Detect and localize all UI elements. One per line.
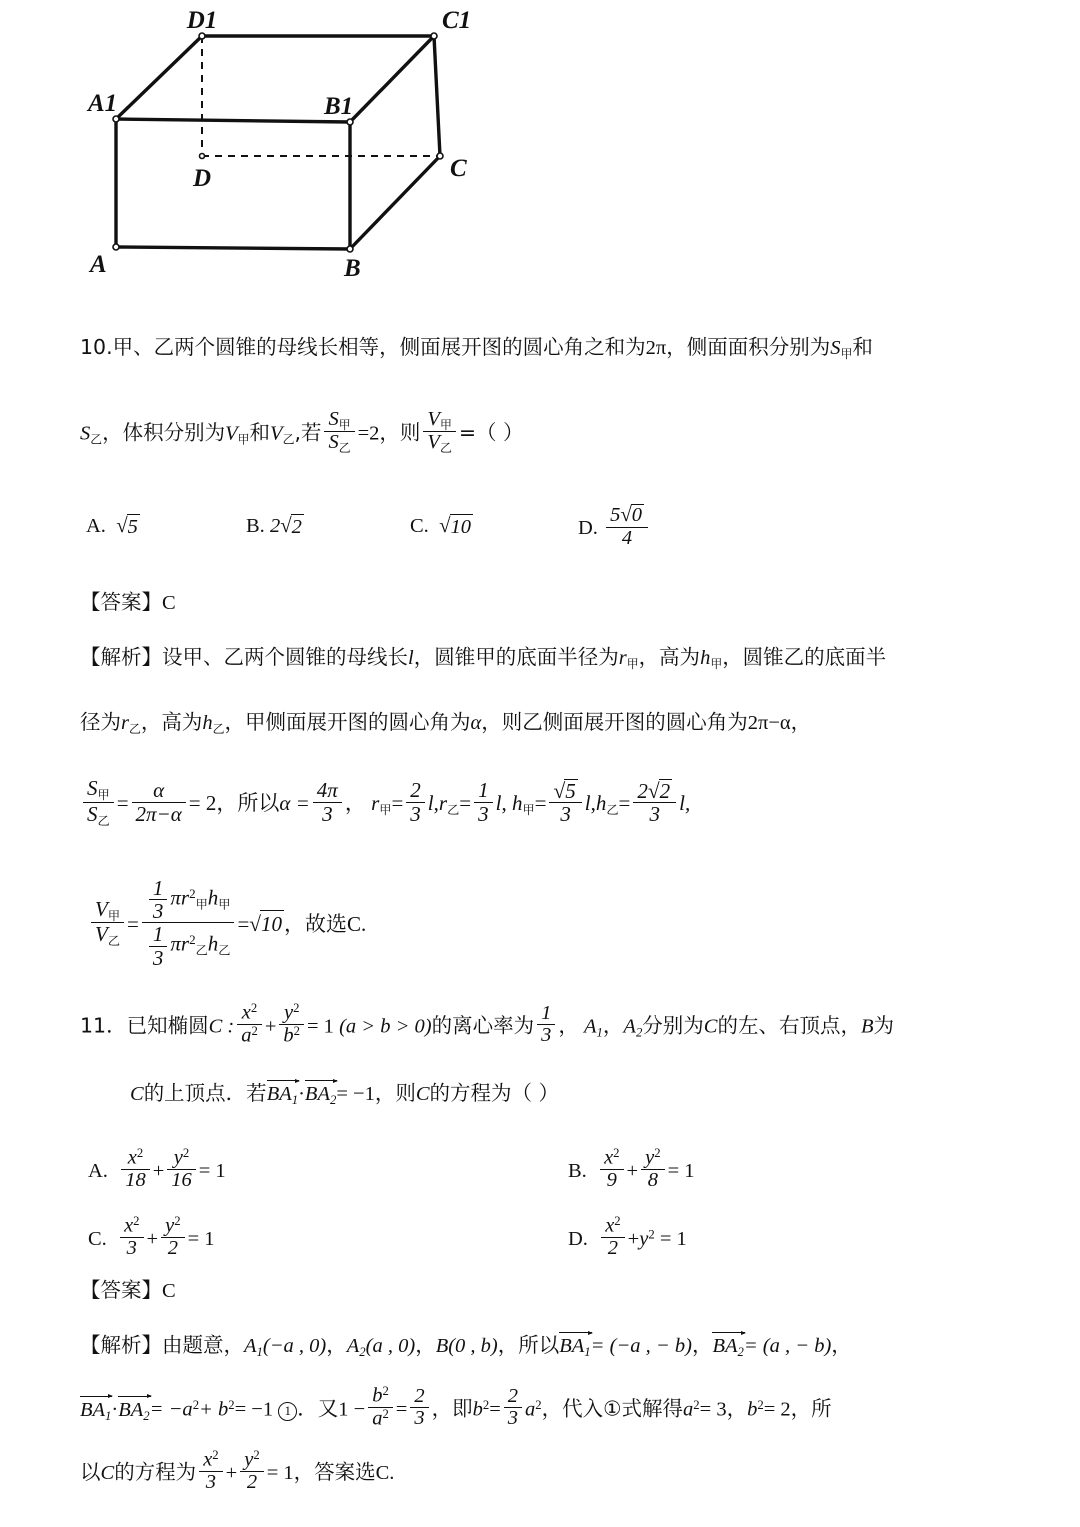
- edge-B-C: [350, 156, 440, 249]
- vertex-label-B1: B1: [324, 93, 354, 120]
- p10-option-C[interactable]: C. √10: [410, 512, 473, 540]
- vertex-label-A1: A1: [88, 90, 118, 117]
- edge-C1-C: [434, 36, 440, 156]
- h-yi-frac: $\frac{2√2}{3}$: [633, 779, 676, 826]
- p11-analysis-line2: BA1· $BA2= -a^2+ b^2= -1$ 1 ．又1 − $\frac{b^2}{a^2}$ = $\frac{2}{3}$ ，即$b^2=$ $\frac{2}{3}$ $a^2$，代入①式解得$a^2= 3$，$b^2= 2$，所: [80, 1383, 832, 1430]
- r-yi-frac: $\frac{1}{3}$: [474, 779, 493, 825]
- p11-analysis-line3: 以C的方程为 $\frac{x^2}{3}$ + $\frac{y^2}{2}$ = 1，答案选C.: [80, 1447, 395, 1494]
- p10-volume-ratio-row: $\frac{V_甲}{V_乙}$ = $\frac{1}{3}$ $\pi r^2_甲h_甲$ $\frac{1}{3}$ $\pi r^2_乙h_乙$ =√10，故选C.: [88, 880, 366, 972]
- analysis-label: 【解析】: [80, 1333, 162, 1357]
- sqrt-10-result: √10: [249, 911, 283, 937]
- optD-x-frac: $\frac{x^2}{2}$: [601, 1215, 624, 1260]
- answer-value: C: [162, 592, 176, 614]
- edge-A1-B1: [116, 119, 350, 122]
- cuboid-svg: [78, 4, 498, 294]
- optB-y-frac: $\frac{y^2}{8}$: [641, 1147, 664, 1192]
- optB-x-frac: $\frac{x^2}{9}$: [600, 1147, 623, 1192]
- vector-BA2: BA2: [118, 1396, 149, 1425]
- problem10-stem-line2: $S_乙$，体积分别为$V_甲$和$V_乙$,若 $\frac{S_甲}{S_乙}$ =2，则 $\frac{V_甲}{V_乙}$ =（ ）: [80, 407, 524, 456]
- circled-one: 1: [278, 1402, 297, 1421]
- p10-formula-row: $\frac{S_甲}{S_乙}$ = $\frac{\alpha}{2\pi-\alpha}$ = 2，所以α = $\frac{4\pi}{3}$ ， $r_甲=$ $\frac{2}{3}$ $l,r_乙=$ $\frac{1}{3}$ l, $h_甲=$ $\frac{√5}{3}$ $l,h_乙=$ $\frac{2√2}{3}$ l,: [80, 780, 690, 831]
- p11-option-A[interactable]: A. $\frac{x^2}{18}$ + $\frac{y^2}{16}$ = 1: [88, 1145, 226, 1192]
- y2-over-b2: $\frac{y^2}{b^2}$: [279, 1002, 304, 1048]
- vertex-label-D1: D1: [186, 7, 218, 34]
- vertex-label-B: B: [344, 255, 361, 282]
- eccentricity-frac: $\frac{1}{3}$: [537, 1003, 555, 1047]
- answer-label: 【答案】: [80, 590, 162, 614]
- problem11-stem-line2: C的上顶点．若 BA1· BA2= −1，则C的方程为（ ）: [130, 1081, 560, 1107]
- ratio-S-fraction: $\frac{S_甲}{S_乙}$: [324, 409, 354, 455]
- p10-number: 10.: [80, 335, 113, 359]
- cuboid-figure: [78, 4, 498, 294]
- x2-over-a2: $\frac{x^2}{a^2}$: [237, 1002, 262, 1048]
- vector-BA1: BA1: [267, 1080, 298, 1109]
- edge-A-B: [116, 247, 350, 249]
- p10-option-A[interactable]: A. √5: [86, 512, 140, 540]
- two-thirds: $\frac{2}{3}$: [410, 1386, 428, 1430]
- vector-BA2: BA2: [712, 1332, 743, 1361]
- option-D-fraction: $\frac{5√0}{4}$: [606, 503, 648, 549]
- p10-analysis-line2: 径为$r_乙$，高为$h_乙$，甲侧面展开图的圆心角为α，则乙侧面展开图的圆心角为2π−α，: [80, 710, 812, 736]
- b2-over-a2: $\frac{b^2}{a^2}$: [368, 1385, 393, 1431]
- sqrt-5: √5: [116, 512, 140, 540]
- final-x-frac: $\frac{x^2}{3}$: [199, 1449, 222, 1494]
- edge-C1-B1: [350, 36, 434, 122]
- p11-option-C[interactable]: C. $\frac{x^2}{3}$ + $\frac{y^2}{2}$ = 1: [88, 1213, 215, 1260]
- alpha-over-2pi-minus-alpha: $\frac{\alpha}{2\pi-\alpha}$: [132, 779, 186, 825]
- optA-x-frac: $\frac{x^2}{18}$: [121, 1147, 150, 1192]
- sqrt-2-coef2: 2√2: [270, 512, 304, 540]
- final-y-frac: $\frac{y^2}{2}$: [240, 1449, 263, 1494]
- answer-value: C: [162, 1280, 176, 1302]
- p10-option-D[interactable]: D. $\frac{5√0}{4}$: [578, 506, 651, 552]
- optA-y-frac: $\frac{y^2}{16}$: [167, 1147, 196, 1192]
- vertex-label-D: D: [193, 165, 212, 192]
- two-thirds-b: $\frac{2}{3}$: [504, 1386, 522, 1430]
- sqrt-10: √10: [439, 512, 473, 540]
- analysis-label: 【解析】: [80, 645, 162, 669]
- ratio-V-fraction: $\frac{V_甲}{V_乙}$: [423, 409, 455, 455]
- problem10-stem-line1: 10.甲、乙两个圆锥的母线长相等，侧面展开图的圆心角之和为2π，侧面面积分别为$S_甲$和: [80, 335, 873, 361]
- p11-analysis-line1: 【解析】由题意，A1(−a , 0)，A2(a , 0)，B(0 , b)，所以 BA1= (−a , − b)， BA2= (a , − b)，: [80, 1333, 852, 1359]
- edge-D1-A1: [116, 36, 202, 119]
- cone-volume-ratio-frac: $\frac{1}{3}$ $\pi r^2_甲h_甲$ $\frac{1}{3}$ $\pi r^2_乙h_乙$: [142, 877, 235, 969]
- vector-BA2: BA2: [305, 1080, 336, 1109]
- vertex-label-A: A: [90, 251, 107, 278]
- p10-option-B[interactable]: B. 2√2: [246, 512, 304, 540]
- p10-answer-row: [80, 590, 176, 617]
- p11-answer-row: [80, 1278, 176, 1305]
- p11-number: 11．: [80, 1013, 127, 1038]
- V-ratio-frac: $\frac{V_甲}{V_乙}$: [91, 898, 124, 949]
- answer-label: 【答案】: [80, 1278, 162, 1302]
- optC-x-frac: $\frac{x^2}{3}$: [120, 1215, 143, 1260]
- vector-BA1: BA1: [559, 1332, 590, 1361]
- vector-BA1: BA1: [80, 1396, 111, 1425]
- h-jia-frac: $\frac{√5}{3}$: [549, 779, 581, 826]
- p10-analysis-line1: 【解析】设甲、乙两个圆锥的母线长l，圆锥甲的底面半径为$r_甲$，高为$h_甲$，圆锥乙的底面半: [80, 645, 887, 671]
- four-pi-over-three: $\frac{4\pi}{3}$: [313, 779, 342, 825]
- vertex-label-C: C: [450, 155, 467, 182]
- vertex-label-C1: C1: [442, 7, 472, 34]
- S-ratio-frac: $\frac{S_甲}{S_乙}$: [83, 777, 114, 828]
- p11-option-B[interactable]: B. $\frac{x^2}{9}$ + $\frac{y^2}{8}$ = 1: [568, 1145, 695, 1192]
- r-jia-frac: $\frac{2}{3}$: [406, 779, 425, 825]
- optC-y-frac: $\frac{y^2}{2}$: [161, 1215, 184, 1260]
- problem11-stem-line1: 11．已知椭圆C : $\frac{x^2}{a^2}$ + $\frac{y^2}{b^2}$ = 1 (a > b > 0)的离心率为 $\frac{1}{3}$ ， A1，A2分别为C的左、右顶点，B为: [80, 1000, 895, 1047]
- p11-option-D[interactable]: D. $\frac{x^2}{2}$ $+y^2 = 1$: [568, 1213, 687, 1260]
